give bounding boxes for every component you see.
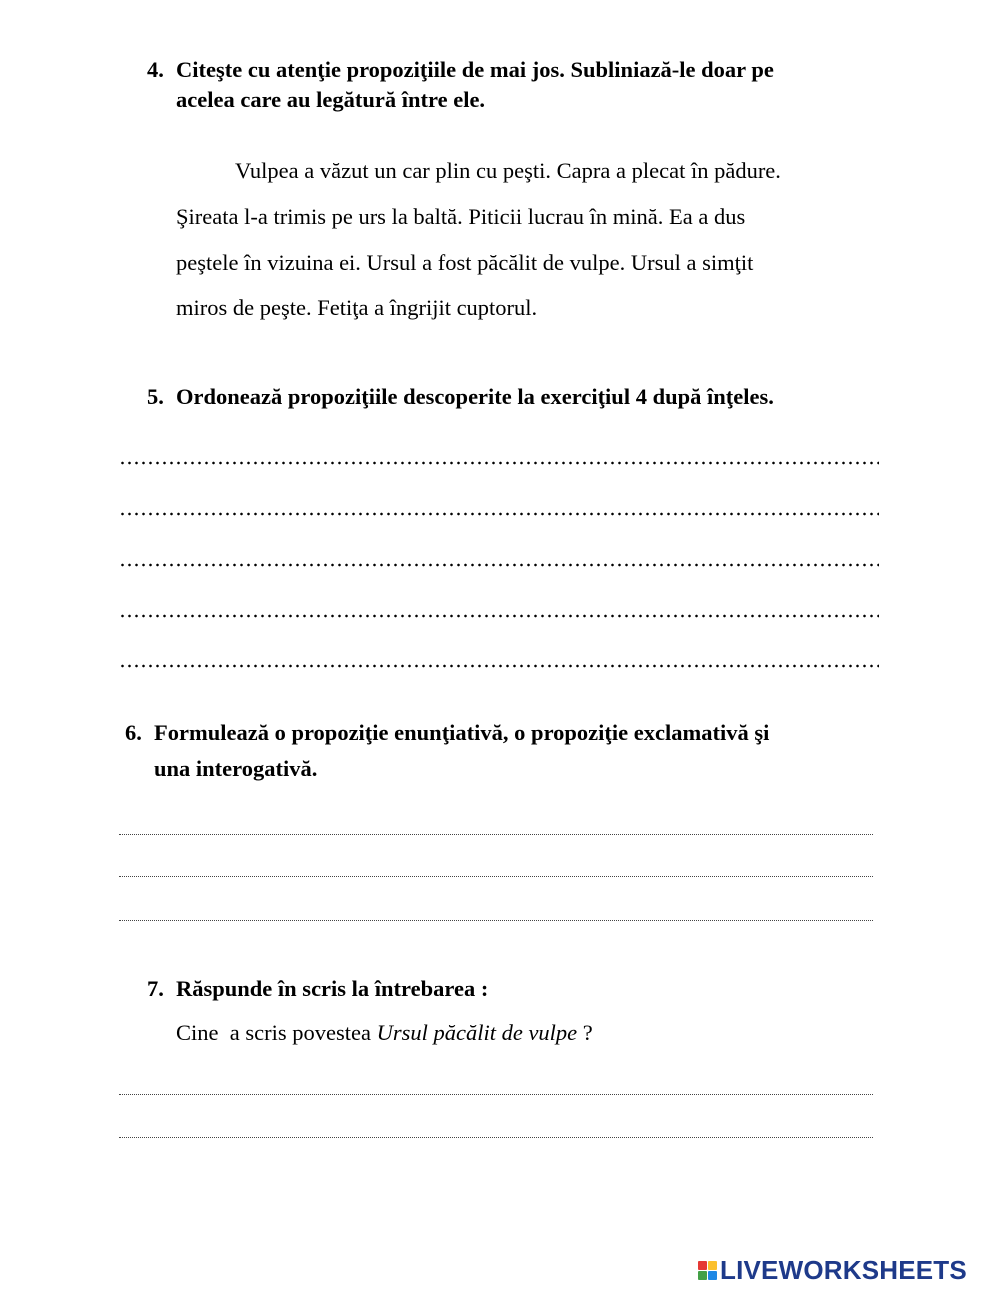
answer-line[interactable] xyxy=(119,612,879,620)
logo-square-yellow xyxy=(708,1261,717,1270)
logo-square-blue xyxy=(708,1271,717,1280)
logo-square-red xyxy=(698,1261,707,1270)
answer-line[interactable] xyxy=(119,834,873,835)
question-5-text: Ordonează propoziţiile descoperite la exerciţiul 4 după înţeles. xyxy=(176,384,774,409)
question-4-number: 4. xyxy=(147,57,164,82)
question-6-text-line-2: una interogativă. xyxy=(154,756,318,781)
logo-text: LIVEWORKSHEETS xyxy=(720,1255,967,1285)
passage-line: peştele în vizuina ei. Ursul a fost păcălit de vulpe. Ursul a simţit xyxy=(176,250,754,275)
question-7-heading xyxy=(147,975,489,1003)
question-6-text-line-1: Formulează o propoziţie enunţiativă, o propoziţie exclamativă şi xyxy=(154,720,770,745)
answer-line[interactable] xyxy=(119,1094,873,1095)
liveworksheets-logo-icon xyxy=(698,1261,717,1280)
question-4-text-line-1: Citeşte cu atenţie propoziţiile de mai jos. Subliniază-le doar pe xyxy=(176,57,774,82)
liveworksheets-logo xyxy=(698,1255,967,1286)
passage-line: miros de peşte. Fetiţa a îngrijit cuptorul. xyxy=(176,295,538,320)
question-5-number: 5. xyxy=(147,384,164,409)
answer-line[interactable] xyxy=(119,876,873,877)
question-7-question xyxy=(176,1020,593,1046)
question-7-suffix: ? xyxy=(577,1020,593,1045)
logo-square-green xyxy=(698,1271,707,1280)
question-6-heading xyxy=(125,719,770,747)
question-5-heading xyxy=(147,383,774,411)
question-4-text-line-2: acelea care au legătură între ele. xyxy=(176,87,486,112)
answer-line[interactable] xyxy=(119,510,879,518)
question-4-heading xyxy=(147,56,774,84)
question-6-number: 6. xyxy=(125,720,142,745)
story-title: Ursul păcălit de vulpe xyxy=(376,1020,578,1045)
answer-line[interactable] xyxy=(119,662,879,670)
answer-line[interactable] xyxy=(119,459,879,467)
question-7-prefix: Cine a scris povestea xyxy=(176,1020,377,1045)
passage-line: Vulpea a văzut un car plin cu peşti. Capra a plecat în pădure. xyxy=(235,158,781,183)
answer-line[interactable] xyxy=(119,561,879,569)
question-7-number: 7. xyxy=(147,976,164,1001)
passage-line: Şireata l-a trimis pe urs la baltă. Piticii lucrau în mină. Ea a dus xyxy=(176,204,746,229)
question-7-text: Răspunde în scris la întrebarea : xyxy=(176,976,489,1001)
answer-line[interactable] xyxy=(119,1137,873,1138)
answer-line[interactable] xyxy=(119,920,873,921)
